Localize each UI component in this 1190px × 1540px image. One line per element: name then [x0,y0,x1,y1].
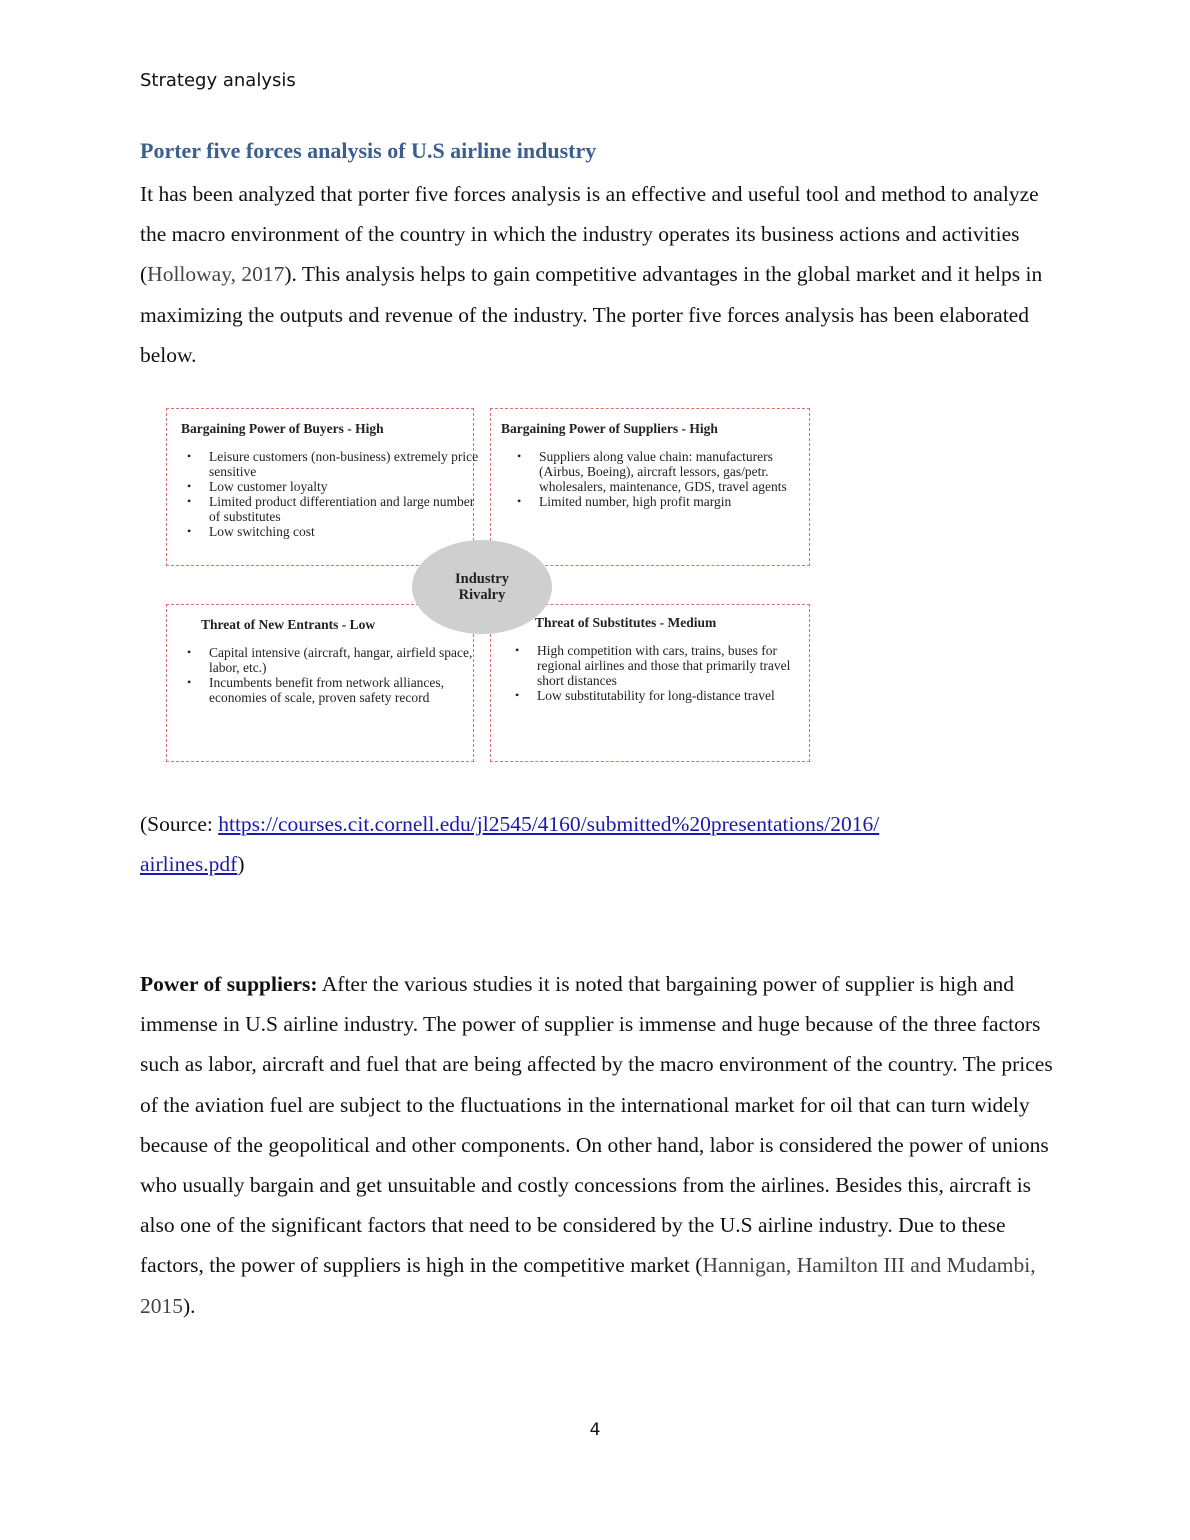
intro-citation: Holloway, 2017 [147,262,285,287]
section-heading: Porter five forces analysis of U.S airline industry [140,138,597,163]
entrants-item: • Incumbents benefit from network alliances, economies of scale, proven safety record [209,675,479,705]
buyers-item: • Limited product differentiation and large number of substitutes [209,494,479,524]
rivalry-line-1: Industry [455,571,509,587]
source-paragraph [140,804,1055,884]
running-header: Strategy analysis [140,70,296,91]
source-link-part-2: airlines.pdf [140,852,238,877]
suppliers-citation: Hannigan, Hamilton III and Mudambi, 2015 [140,1253,1036,1318]
buyers-item: • Low customer loyalty [209,479,479,494]
intro-text-start: It has been analyzed that porter five forces analysis is an effective and useful tool and method to analyze the macro environment of the country in which the industry operates its business actions and activities ( [140,182,1039,287]
industry-rivalry-ellipse [412,540,552,634]
buyers-item: • Low switching cost [209,524,479,539]
buyers-power-title: Bargaining Power of Buyers - High [181,421,384,436]
page-number: 4 [589,1420,601,1440]
buyers-item: • Leisure customers (non-business) extremely price sensitive [209,449,479,479]
suppliers-lead: Power of suppliers: [140,972,318,996]
buyers-power-box [166,408,479,566]
suppliers-power-list [513,449,809,509]
source-link[interactable] [140,812,879,876]
new-entrants-title: Threat of New Entrants - Low [201,617,376,632]
substitutes-title: Threat of Substitutes - Medium [535,615,717,630]
suppliers-item: • Suppliers along value chain: manufacturers (Airbus, Boeing), aircraft lessors, gas/petr. wholesalers, maintenance, GDS, travel agents [539,449,809,494]
suppliers-body: After the various studies it is noted that bargaining power of supplier is high and immense in U.S airline industry. The power of supplier is immense and huge because of the three factors such as labor, aircraft and fuel that are being affected by the macro environment of the country. The prices of the aviation fuel are subject to the fluctuations in the international market for oil that can turn widely because of the geopolitical and other components. On other hand, labor is considered the power of unions who usually bargain and get unsuitable and costly concessions from the airlines. Besides this, aircraft is also one of the significant factors that need to be considered by the U.S airline industry. Due to these factors, the power of suppliers is high in the competitive market ( [140,972,1053,1278]
source-prefix: (Source: [140,812,219,836]
intro-paragraph [140,174,1055,375]
new-entrants-box [166,604,474,762]
porter-five-forces-figure [160,400,820,770]
suppliers-power-title: Bargaining Power of Suppliers - High [501,421,718,436]
intro-text-end: ). This analysis helps to gain competitive advantages in the global market and it helps in maximizing the outputs and revenue of the industry. The porter five forces analysis has been elaborated below. [140,262,1043,367]
suppliers-paragraph [140,964,1055,1326]
suppliers-power-box [490,408,810,566]
substitutes-list [511,643,817,703]
suppliers-end: ). [183,1293,196,1318]
substitutes-item: • High competition with cars, trains, buses for regional airlines and those that primarily travel short distances [537,643,817,688]
new-entrants-list [183,645,479,705]
entrants-item: • Capital intensive (aircraft, hangar, airfield space, labor, etc.) [209,645,479,675]
suppliers-item: • Limited number, high profit margin [539,494,809,509]
rivalry-line-2: Rivalry [458,587,506,603]
source-link-part-1: https://courses.cit.cornell.edu/jl2545/4160/submitted%20presentations/2016/ [218,812,880,836]
substitutes-box [490,604,810,762]
source-suffix: ) [237,852,245,877]
substitutes-item: • Low substitutability for long-distance travel [537,688,817,703]
buyers-power-list [183,449,479,539]
